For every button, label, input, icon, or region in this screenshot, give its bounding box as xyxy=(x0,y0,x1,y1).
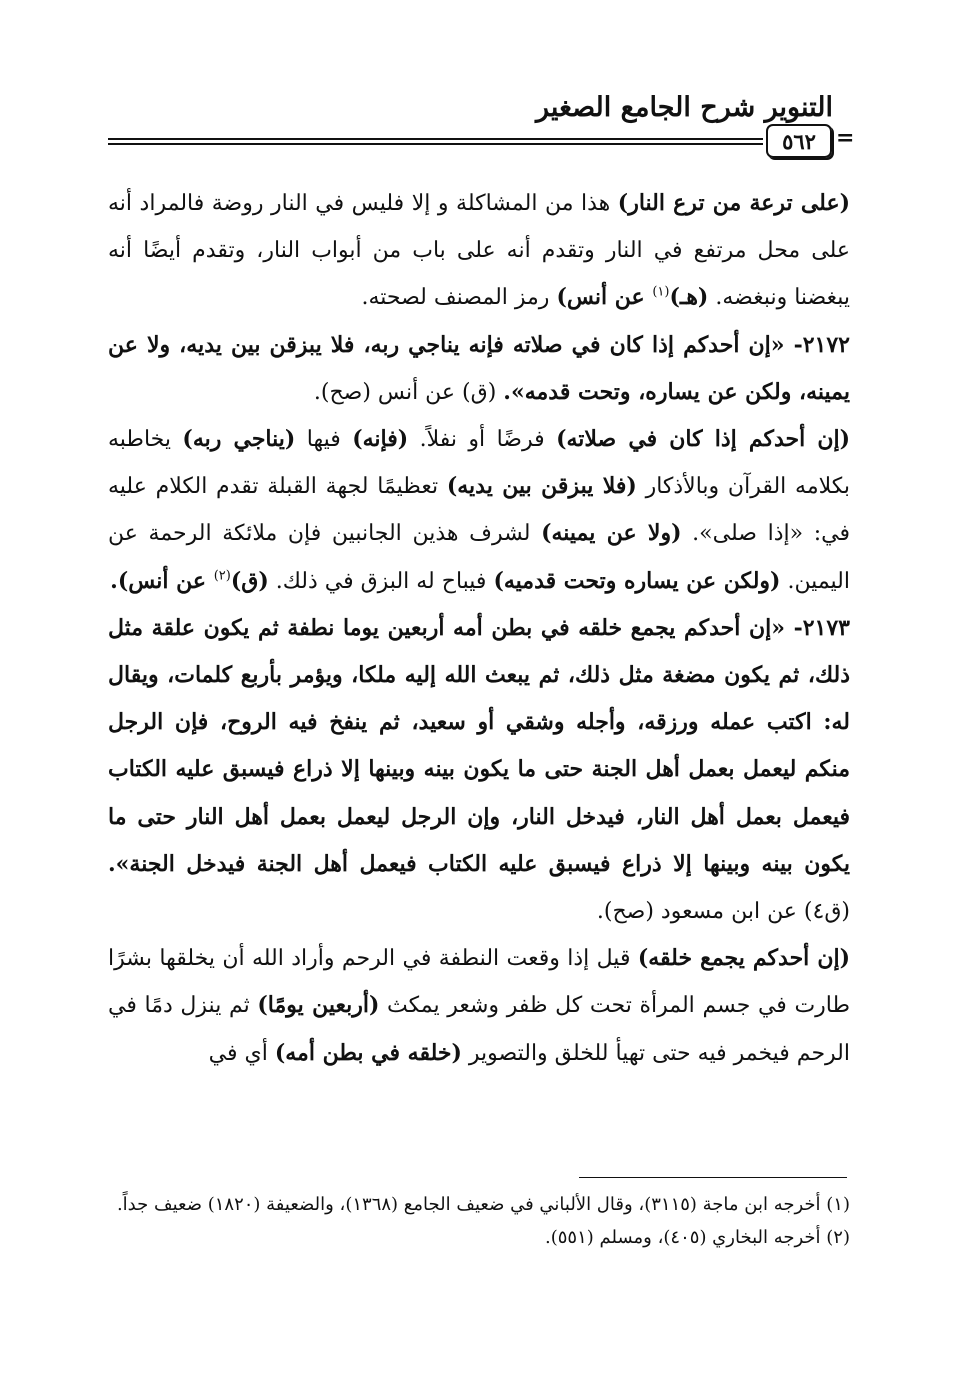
footnote-1: (١) أخرجه ابن ماجة (٣١١٥)، وقال الألباني في ضعيف الجامع (١٣٦٨)، والضعيفة (١٨٢٠) ضعيف جداً. xyxy=(116,1194,850,1215)
page-number-badge xyxy=(766,124,832,158)
page-number-mark: = xyxy=(836,125,855,151)
hadith-2173: ٢١٧٣- «إن أحدكم يجمع خلقه في بطن أمه أربعين يوما نطفة ثم يكون علقة مثل ذلك، ثم يكون مضغة مثل ذلك، ثم يبعث الله إليه ملكا، ويؤمر بأربع كلمات، ويقال له: اكتب عمله ورزقه، وأجله وشقي أو سعيد، ثم ينفخ فيه الروح، فإن الرجل منكم ليعمل بعمل أهل الجنة حتى ما يكون بينه وبينها إلا ذراع فيسبق عليه الكتاب فيعمل بعمل أهل النار، فيدخل النار، وإن الرجل ليعمل بعمل أهل النار حتى ما يكون بينه وبينها إلا ذراع فيسبق عليه الكتاب فيعمل أهل الجنة فيدخل الجنة». (ق٤) عن ابن مسعود (صح). xyxy=(108,614,850,925)
running-header-title: التنوير شرح الجامع الصغير xyxy=(536,92,833,123)
hadith-2172: ٢١٧٢- «إن أحدكم إذا كان في صلاته فإنه يناجي ربه، فلا يبزقن بين يديه، ولا عن يمينه، ولكن عن يساره، وتحت قدمه». (ق) عن أنس (صح). xyxy=(108,331,850,405)
footnote-separator xyxy=(579,1177,847,1178)
paragraph-commentary-1: (على ترعة من ترع النار) هذا من المشاكلة و إلا فليس في النار روضة فالمراد أنه على محل مرتفع في النار وتقدم أنه على باب من أبواب النار، وتقدم أيضًا أنه يبغضنا ونبغضه. (هـ)$^{(١)}$ عن أنس) رمز المصنف لصحته. xyxy=(108,190,850,311)
page-number: ٥٦٢ xyxy=(782,128,816,154)
footnote-ref-1[interactable]: (١) xyxy=(652,285,670,301)
main-text xyxy=(108,180,850,1077)
footnotes xyxy=(108,1188,850,1254)
paragraph-commentary-2172: (إن أحدكم إذا كان في صلاته) فرضًا أو نفلاً. (فإنه) فيها (يناجي ربه) يخاطبه بكلامه القرآن وبالأذكار (فلا يبزقن بين يديه) تعظيمًا لجهة القبلة تقدم الكلام عليه في: «إذا صلى». (ولا عن يمينه) لشرف هذين الجانبين فإن ملائكة الرحمة عن اليمين. (ولكن عن يساره وتحت قدميه) فيباح له البزق في ذلك. (ق)$^{(٢)}$ عن أنس). xyxy=(108,426,851,594)
footnote-2: (٢) أخرجه البخاري (٤٠٥)، ومسلم (٥٥١). xyxy=(545,1227,850,1248)
footnote-ref-2[interactable]: (٢) xyxy=(213,568,231,584)
header-double-rule xyxy=(108,138,763,145)
paragraph-commentary-2173: (إن أحدكم يجمع خلقه) قيل إذا وقعت النطفة في الرحم وأراد الله أن يخلقها بشرًا طارت في جسم المرأة تحت كل ظفر وشعر يمكث (أربعين يومًا) ثم ينزل دمًا في الرحم فيخمر فيه حتى تهيأ للخلق والتصوير (خلقه في بطن أمه) أي في xyxy=(108,945,851,1066)
